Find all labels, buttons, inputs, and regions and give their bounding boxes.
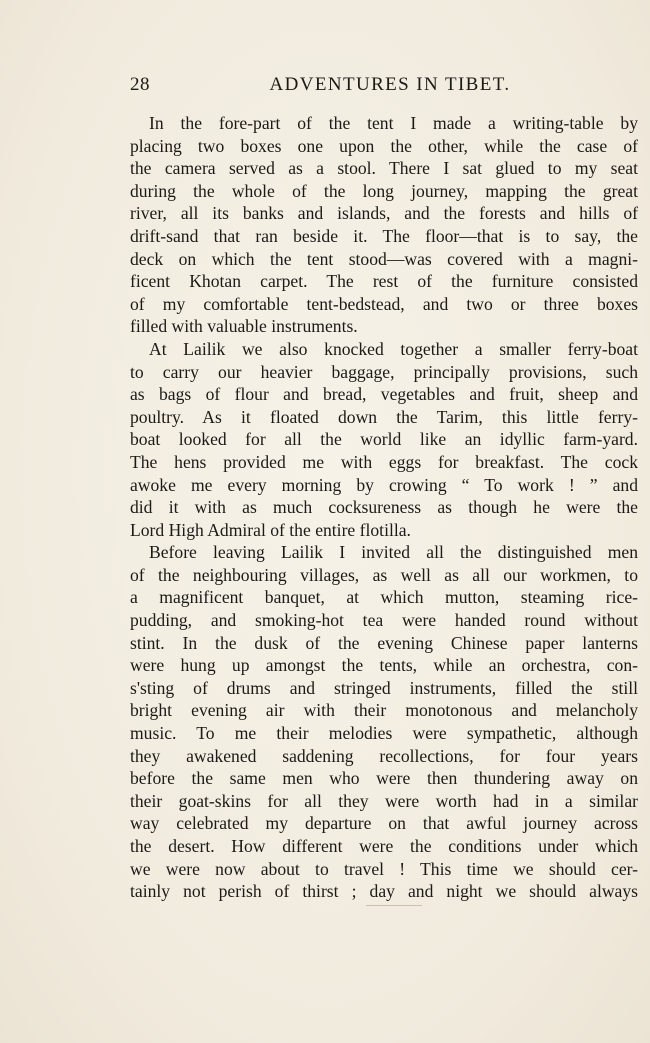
text-line: during the whole of the long journey, mapping the great (130, 180, 638, 201)
text-line: s'sting of drums and stringed instruments, filled the still (130, 677, 638, 698)
text-line: to carry our heavier baggage, principally provisions, such (130, 361, 638, 382)
text-line: of my comfortable tent-bedstead, and two or three boxes (130, 293, 638, 314)
text-line: bright evening air with their monotonous and melancholy (130, 700, 638, 721)
text-line: did it with as much cocksureness as though he were the (130, 497, 638, 518)
text-line: the camera served as a stool. There I sat glued to my seat (130, 158, 638, 179)
text-line: of the neighbouring villages, as well as all our workmen, to (130, 564, 638, 585)
text-line: before the same men who were then thundering away on (130, 768, 638, 789)
text-line: they awakened saddening recollections, for four years (130, 745, 638, 766)
text-line: river, all its banks and islands, and the forests and hills of (130, 203, 638, 224)
text-line: At Lailik we also knocked together a smaller ferry-boat (149, 338, 638, 359)
text-line: boat looked for all the world like an idyllic farm-yard. (130, 429, 638, 450)
text-line: the desert. How different were the conditions under which (130, 836, 638, 856)
text-line: music. To me their melodies were sympathetic, although (130, 723, 638, 744)
text-line: ficent Khotan carpet. The rest of the furniture consisted (130, 271, 638, 292)
text-line: we were now about to travel ! This time we should cer- (130, 858, 638, 879)
text-line: poultry. As it floated down the Tarim, this little ferry- (130, 406, 638, 427)
text-line: placing two boxes one upon the other, while the case of (130, 135, 638, 156)
text-line: their goat-skins for all they were worth had in a similar (130, 790, 638, 811)
running-title: ADVENTURES IN TIBET. (269, 74, 511, 95)
page-header (130, 74, 638, 100)
text-line: tainly not perish of thirst ; day and night we should always (130, 881, 638, 902)
text-line: stint. In the dusk of the evening Chinese paper lanterns (130, 632, 638, 653)
body-text (130, 112, 638, 903)
text-line: Lord High Admiral of the entire flotilla. (130, 519, 411, 540)
text-line: awoke me every morning by crowing “ To work ! ” and (130, 474, 638, 495)
text-line: as bags of flour and bread, vegetables and fruit, sheep and (130, 384, 638, 405)
text-line: a magnificent banquet, at which mutton, steaming rice- (130, 587, 638, 608)
text-line: were hung up amongst the tents, while an orchestra, con- (130, 655, 638, 676)
text-line: The hens provided me with eggs for breakfast. The cock (130, 451, 638, 472)
page-number: 28 (130, 74, 150, 95)
text-line: deck on which the tent stood—was covered with a magni- (130, 248, 638, 269)
text-line: filled with valuable instruments. (130, 316, 358, 337)
text-line: way celebrated my departure on that awful journey across (130, 813, 638, 834)
end-of-text-rule (366, 905, 422, 906)
text-line: In the fore-part of the tent I made a writing-table by (149, 113, 638, 133)
text-line: drift-sand that ran beside it. The floor—that is to say, the (130, 225, 638, 246)
text-line: pudding, and smoking-hot tea were handed round without (130, 610, 638, 631)
text-line: Before leaving Lailik I invited all the distinguished men (149, 542, 638, 563)
